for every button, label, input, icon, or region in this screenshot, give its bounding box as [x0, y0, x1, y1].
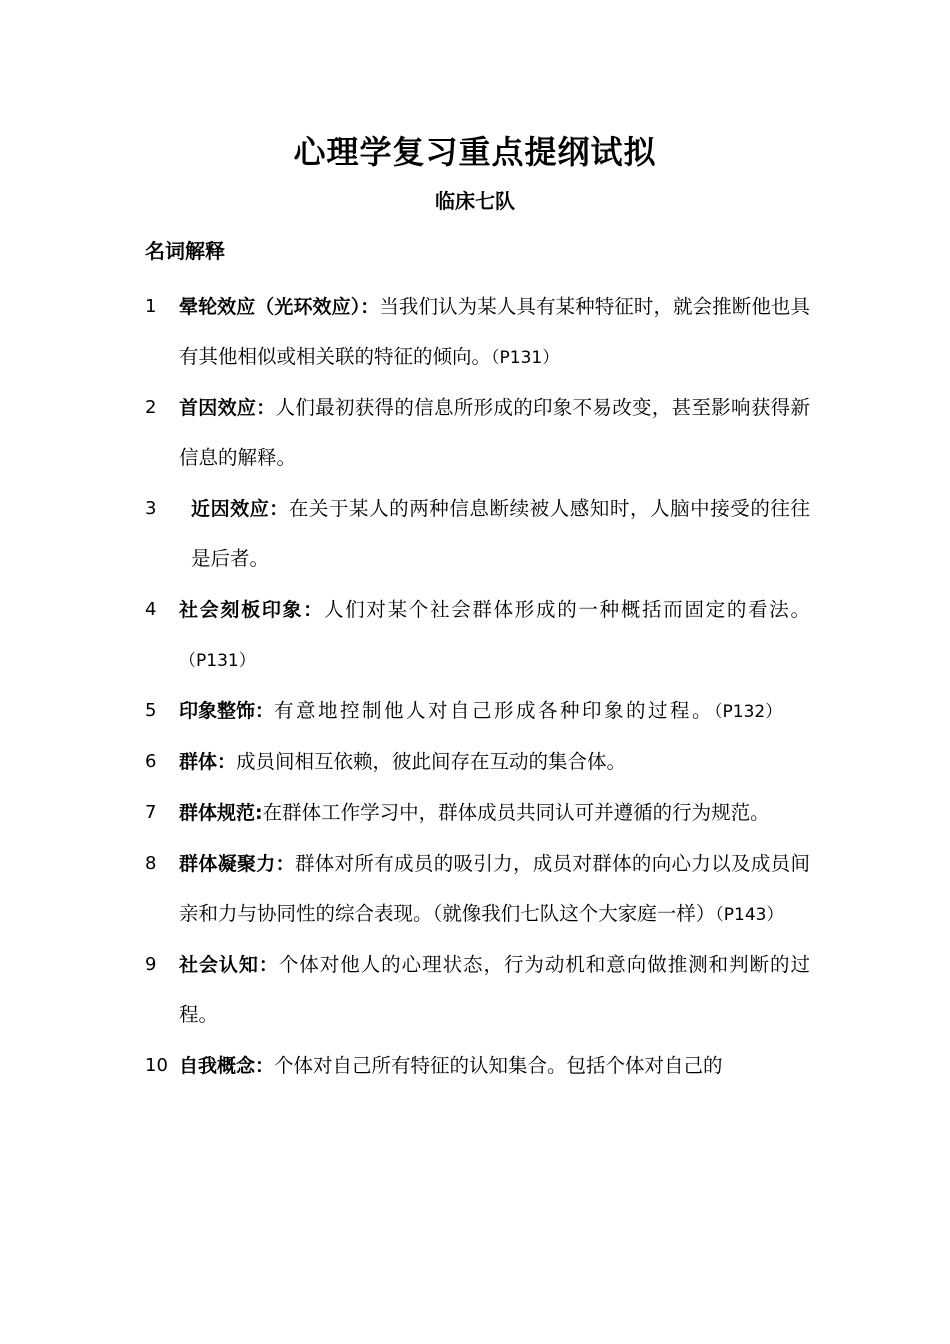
- entry-number: 5: [145, 700, 157, 721]
- entry-definition: 群体对所有成员的吸引力，成员对群体的向心力以及成员间亲和力与协同性的综合表现。（就像我们七队这个大家庭一样）: [179, 852, 810, 925]
- glossary-entry: [145, 484, 810, 585]
- entry-number: 2: [145, 397, 157, 418]
- entry-definition: 人们对某个社会群体形成的一种概括而固定的看法。: [323, 598, 810, 621]
- glossary-entry: [145, 383, 810, 484]
- entry-page-reference: （P131）: [179, 651, 256, 671]
- entry-definition: 在群体工作学习中，群体成员共同认可并遵循的行为规范。: [262, 801, 770, 824]
- glossary-entry: [145, 686, 810, 737]
- entry-number: 9: [145, 954, 157, 975]
- glossary-entry: [145, 282, 810, 383]
- entry-definition: 个体对自己所有特征的认知集合。包括个体对自己的: [274, 1054, 723, 1077]
- glossary-entry: [145, 839, 810, 940]
- entry-definition: 在关于某人的两种信息断续被人感知时，人脑中接受的往往是后者。: [191, 497, 810, 570]
- entry-page-reference: （P131）: [491, 348, 560, 368]
- glossary-entry: [145, 788, 810, 839]
- entry-term: 首因效应：: [179, 397, 276, 419]
- entry-term: 社会认知：: [179, 954, 279, 976]
- entry-definition: 当我们认为某人具有某种特征时，就会推断他也具有其他相似或相关联的特征的倾向。: [179, 295, 810, 368]
- glossary-entry: [145, 1041, 810, 1092]
- entry-definition: 成员间相互依赖，彼此间存在互动的集合体。: [236, 750, 627, 773]
- entry-definition: 人们最初获得的信息所形成的印象不易改变，甚至影响获得新信息的解释。: [179, 396, 810, 469]
- document-subtitle: 临床七队: [435, 189, 515, 213]
- glossary-entry: [145, 940, 810, 1041]
- entry-term: 群体凝聚力：: [179, 853, 295, 875]
- entry-term: 印象整饰：: [179, 700, 275, 722]
- glossary-list: [145, 282, 810, 1092]
- entry-number: 7: [145, 802, 157, 823]
- entry-number: 10: [145, 1055, 168, 1076]
- glossary-entry: [145, 585, 810, 686]
- entry-term: 社会刻板印象：: [179, 599, 324, 621]
- entry-term: 晕轮效应（光环效应）：: [179, 296, 380, 318]
- entry-term: 群体规范:: [179, 802, 263, 824]
- entry-page-reference: （P143）: [715, 905, 784, 925]
- entry-number: 3: [145, 498, 157, 519]
- entry-number: 1: [145, 296, 157, 317]
- entry-term: 自我概念：: [179, 1055, 275, 1077]
- entry-term: 近因效应：: [191, 498, 289, 520]
- entry-term: 群体：: [179, 751, 237, 773]
- entry-definition: 个体对他人的心理状态，行为动机和意向做推测和判断的过程。: [179, 953, 810, 1026]
- entry-page-reference: （P132）: [714, 702, 783, 722]
- document-title: 心理学复习重点提纲试拟: [293, 133, 657, 171]
- glossary-entry: [145, 737, 810, 788]
- entry-number: 8: [145, 853, 157, 874]
- section-heading: 名词解释: [145, 239, 225, 263]
- entry-number: 6: [145, 751, 157, 772]
- entry-number: 4: [145, 599, 157, 620]
- entry-definition: 有意地控制他人对自己形成各种印象的过程。: [274, 699, 715, 722]
